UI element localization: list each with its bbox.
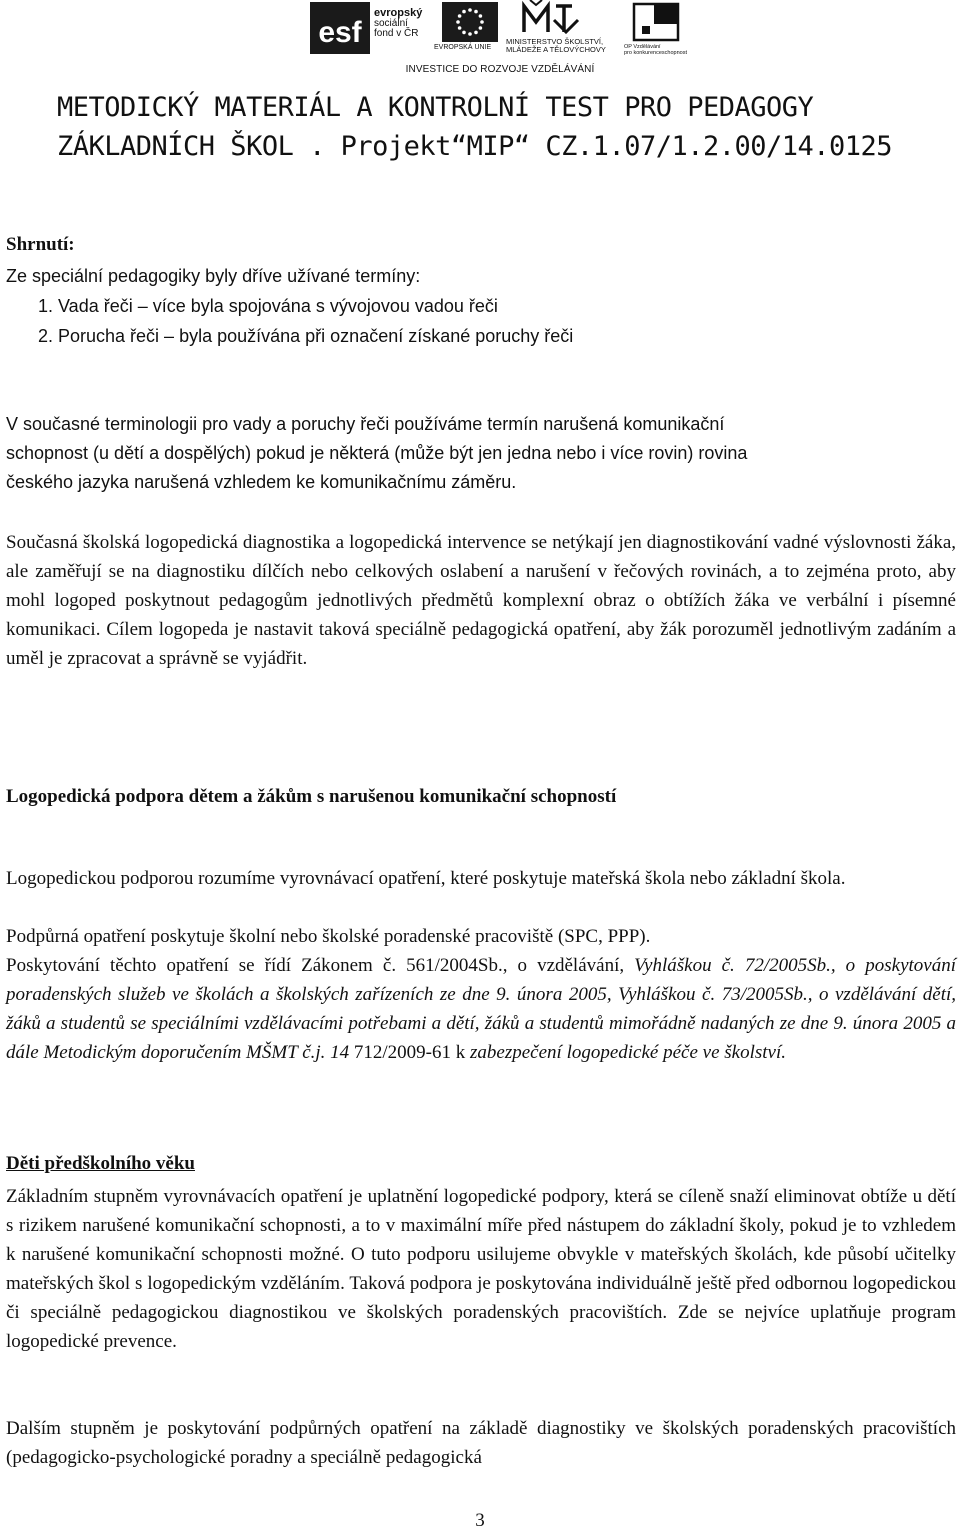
section-2-heading: Děti předškolního věku	[6, 1153, 195, 1174]
esf-caption-line-2: sociální	[374, 18, 408, 29]
decree-purpose-text: zabezpečení logopedické péče ve školství.	[470, 1042, 787, 1063]
header-title-line-2: ZÁKLADNÍCH ŠKOL . Projekt“MIP“ CZ.1.07/1.2.00/14.0125	[57, 131, 893, 162]
summary-heading: Shrnutí:	[6, 234, 75, 255]
paragraph-1-line-3: českého jazyka narušená vzhledem ke komunikačnímu záměru.	[6, 472, 517, 492]
decree-number-text: 712/2009-61 k	[349, 1042, 471, 1063]
esf-logo	[310, 2, 370, 54]
law-reference-text: Poskytování těchto opatření se řídí Zákonem č. 561/2004Sb., o vzdělávání,	[6, 955, 635, 976]
msmt-logo	[500, 0, 612, 60]
svg-text:esf: esf	[318, 16, 362, 49]
esf-caption	[374, 8, 422, 39]
invest-slogan: INVESTICE DO ROZVOJE VZDĚLÁVÁNÍ	[405, 64, 595, 75]
op-mark-icon	[630, 2, 682, 44]
msmt-caption	[506, 38, 606, 54]
esf-caption-line-3: fond v ČR	[374, 28, 419, 39]
eu-caption: EVROPSKÁ UNIE	[434, 44, 492, 51]
op-caption-line-2: pro konkurenceschopnost	[624, 50, 687, 56]
section-1-para-a: Logopedickou podporou rozumíme vyrovnávací opatření, které poskytuje mateřská škola nebo základní škola.	[6, 868, 846, 889]
msmt-mark-icon	[520, 0, 586, 36]
op-caption	[624, 44, 687, 56]
op-logo	[620, 2, 690, 60]
page-number: 3	[475, 1510, 485, 1531]
paragraph-1-line-2: schopnost (u dětí a dospělých) pokud je některá (může být jen jedna nebo i více rovin) rovina	[6, 443, 748, 463]
section-1-para-c	[6, 951, 956, 1067]
header-title-line-1: METODICKÝ MATERIÁL A KONTROLNÍ TEST PRO PEDAGOGY	[57, 92, 814, 123]
paragraph-1-line-1: V současné terminologii pro vady a poruchy řeči používáme termín narušená komunikační	[6, 414, 725, 434]
section-1-para-b: Podpůrná opatření poskytuje školní nebo školské poradenské pracoviště (SPC, PPP).	[6, 926, 651, 947]
msmt-caption-line-2: MLÁDEŽE A TĚLOVÝCHOVY	[506, 45, 606, 54]
esf-caption-line-1: evropský	[374, 7, 423, 19]
section-1-heading: Logopedická podpora dětem a žákům s narušenou komunikační schopností	[6, 786, 617, 807]
section-2-para-a: Základním stupněm vyrovnávacích opatření je uplatnění logopedické podpory, která se cíleně snaží eliminovat obtíže u dětí s rizikem narušené komunikační schopnosti, a to v maximální míře před nástupem do základní školy, pokud je to vzhledem k narušené komunikační schopnosti možné. O tuto podporu usilujeme obvykle v mateřských školách, kde působí učitelky mateřských škol s logopedickým vzděláním. Taková podpora je poskytována individuálně ještě před odbornou logopedickou či speciálně pedagogickou diagnostikou ve školských poradenských pracovištích. Zde se nejvíce uplatňuje program logopedické prevence.	[6, 1186, 956, 1352]
paragraph-2: Současná školská logopedická diagnostika a logopedická intervence se netýkají jen diagnostikování vadné výslovnosti žáka, ale zaměřují se na diagnostiku dílčích nebo celkových oslabení a narušení v řečových rovinách, a to zejména proto, aby mohl logoped poskytnout pedagogům jednotlivých předmětů komplexní obraz o obtížích žáka ve verbální i písemné komunikaci. Cílem logopeda je nastavit taková speciálně pedagogická opatření, aby žák porozuměl jednotlivým zadáním a uměl je zpracovat a správně se vyjádřit.	[6, 532, 956, 669]
summary-intro: Ze speciální pedagogiky byly dříve užívané termíny:	[6, 266, 421, 286]
summary-item-1: 1. Vada řeči – více byla spojována s vývojovou vadou řeči	[38, 296, 498, 316]
summary-item-2: 2. Porucha řeči – byla používána při označení získané poruchy řeči	[38, 326, 574, 346]
op-caption-line-1: OP Vzdělávání	[624, 44, 661, 50]
eu-flag-icon	[442, 2, 498, 42]
decree-reference-text: Vyhláškou č. 72/2005Sb., o poskytování poradenských služeb ve školách a školských zařízeních ze dne 9. února 2005, Vyhláškou č. 73/2005Sb., o vzdělávání dětí, žáků a studentů se speciálními vzdělávacími potřebami a dětí, žáků a studentů mimořádně nadaných ze dne 9. února 2005 a dále Metodickým doporučením MŠMT č.j. 14	[6, 955, 956, 1063]
msmt-caption-line-1: MINISTERSTVO ŠKOLSTVÍ,	[506, 37, 604, 46]
section-2-para-b: Dalším stupněm je poskytování podpůrných opatření na základě diagnostiky ve školských poradenských pracovištích (pedagogicko-psychologické poradny a speciálně pedagogická	[6, 1418, 956, 1468]
eu-logo	[434, 0, 500, 56]
